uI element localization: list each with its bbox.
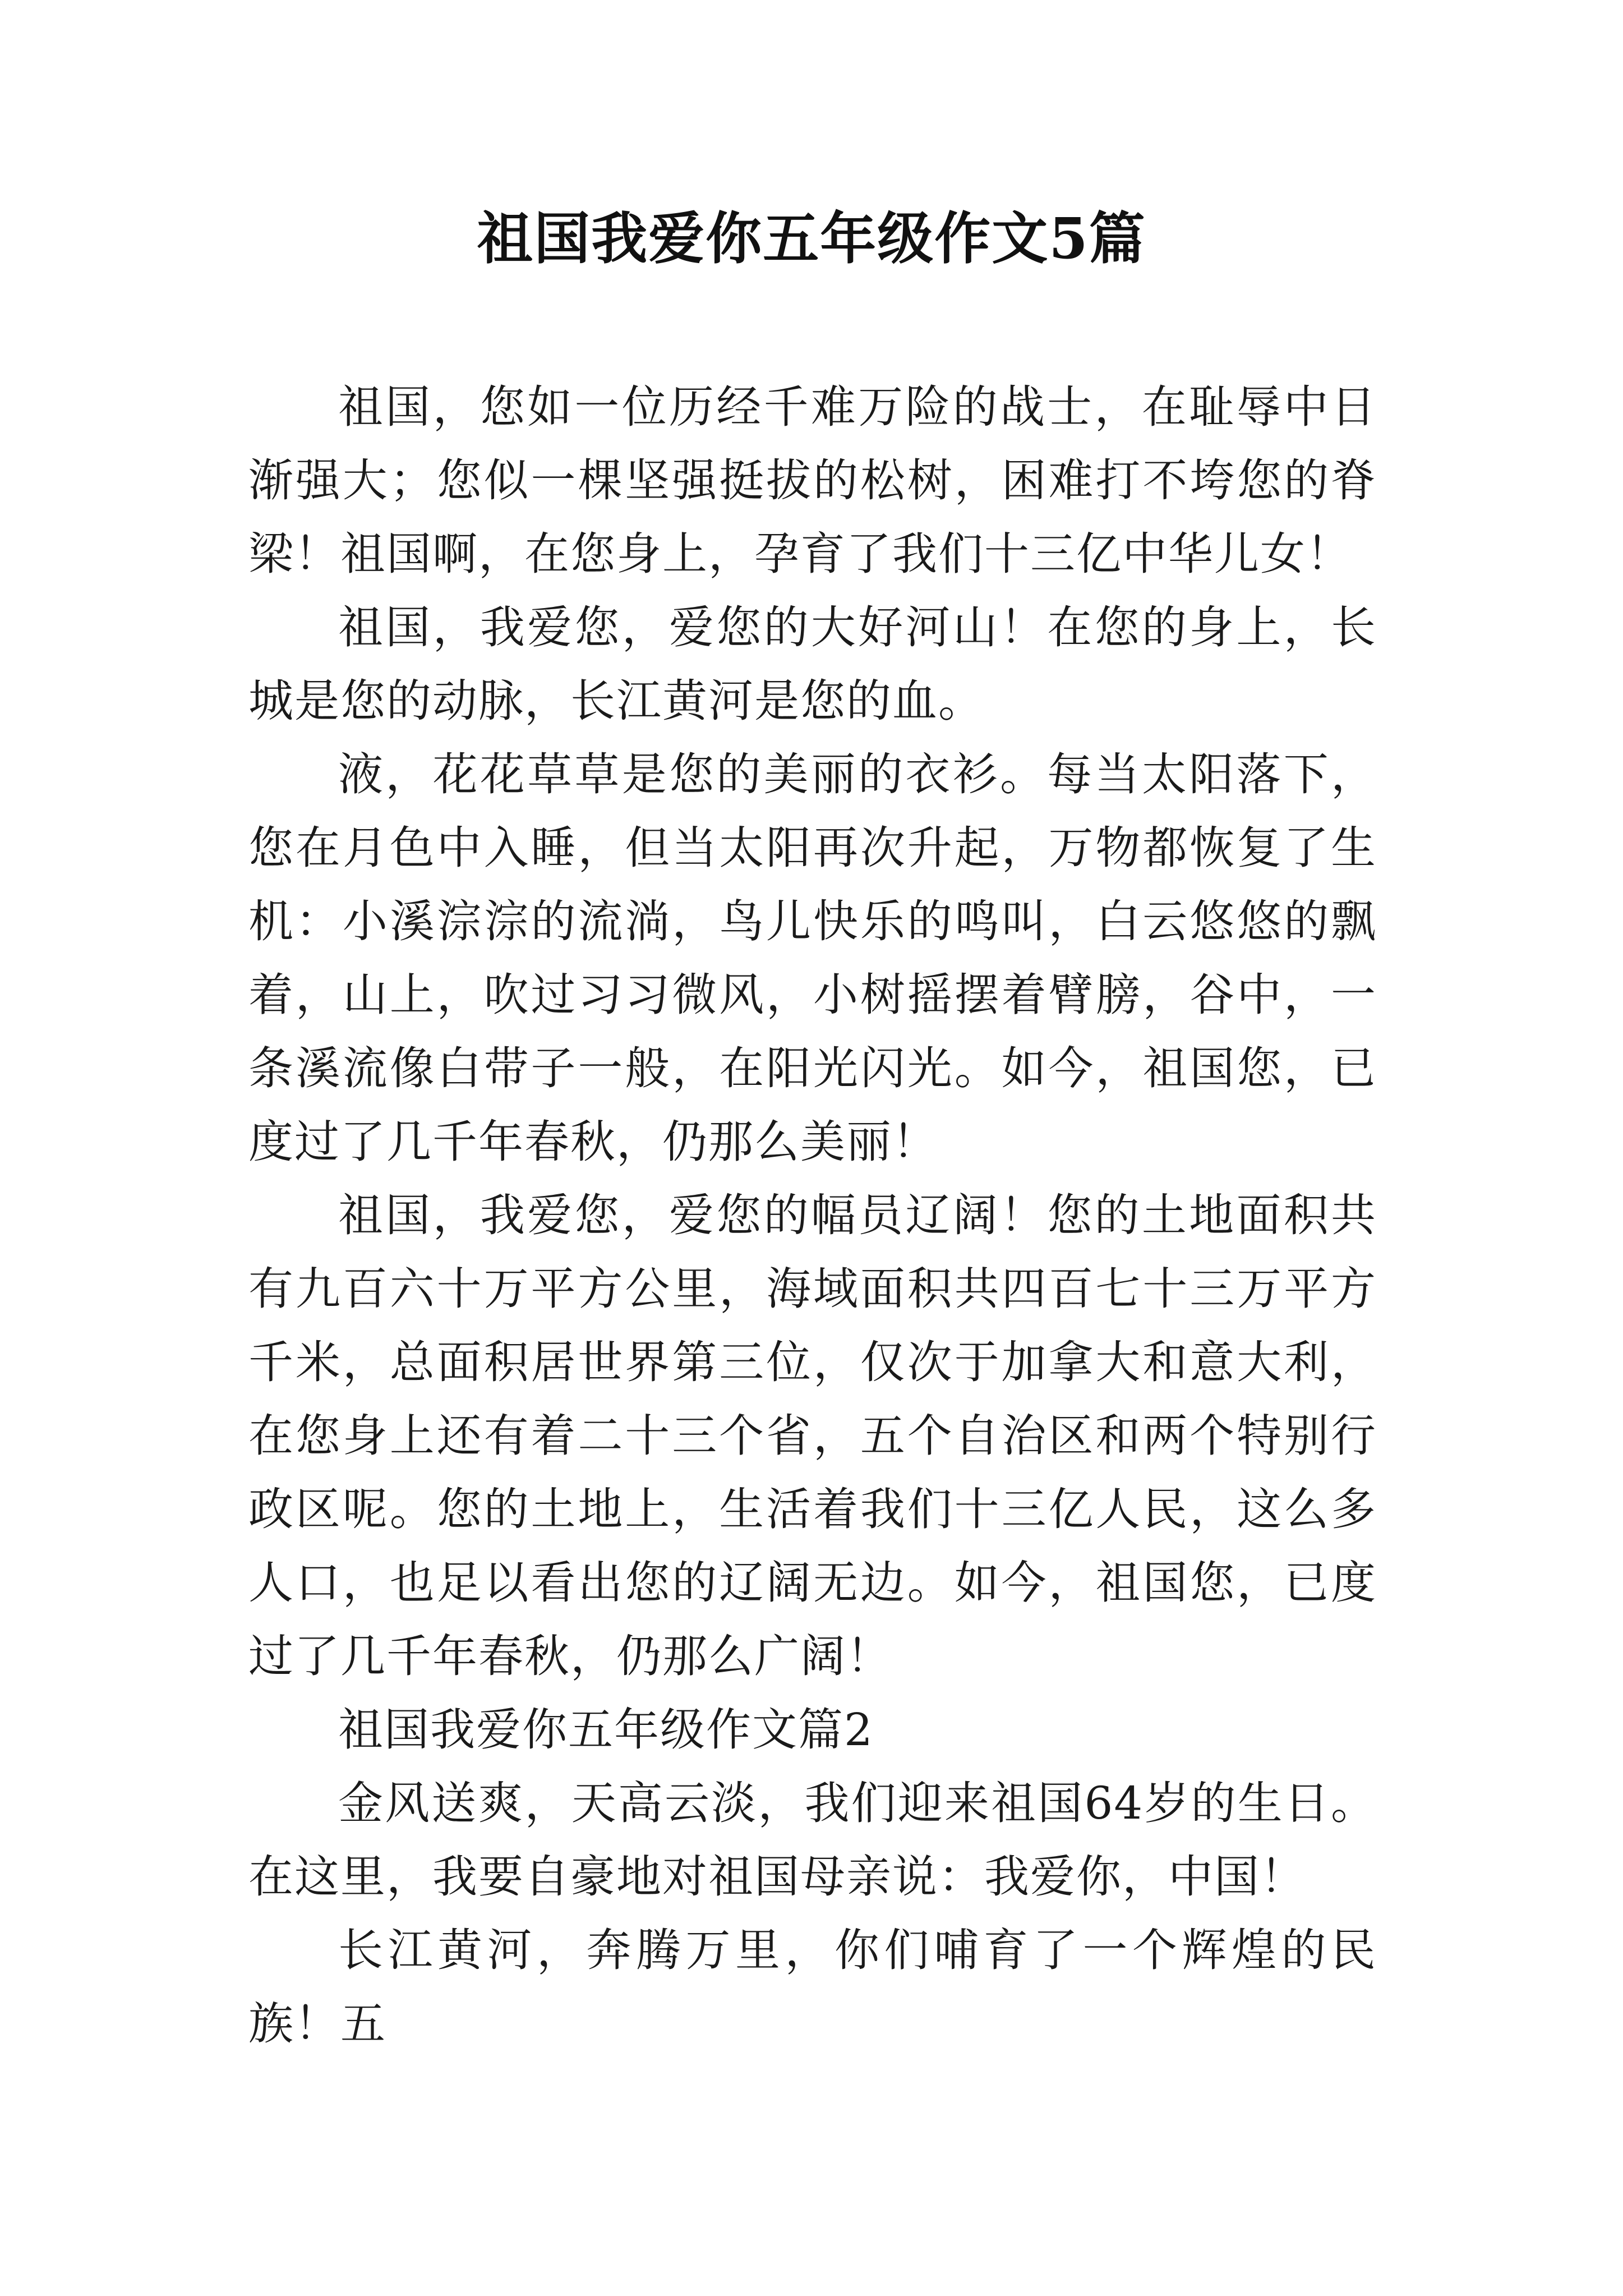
paragraph-4: 祖国，我爱您，爱您的幅员辽阔！您的土地面积共有九百六十万平方公里，海域面积共四百七十三万平方千米，总面积居世界第三位，仅次于加拿大和意大利，在您身上还有着二十三个省，五个自治区和两个特别行政区呢。您的土地上，生活着我们十三亿人民，这么多人口，也足以看出您的辽阔无边。如今，祖国您，已度过了几千年春秋，仍那么广阔！ xyxy=(248,1189,1377,1682)
document-title: 祖国我爱你五年级作文5篇 xyxy=(477,205,1146,272)
paragraph-2: 祖国，我爱您，爱您的大好河山！在您的身上，长城是您的动脉，长江黄河是您的血。 xyxy=(248,601,1377,727)
paragraph-5: 金风送爽，天高云淡，我们迎来祖国64岁的生日。在这里，我要自豪地对祖国母亲说：我爱你，中国！ xyxy=(248,1777,1377,1903)
paragraph-6: 长江黄河，奔腾万里，你们哺育了一个辉煌的民族！五 xyxy=(248,1924,1377,2050)
paragraph-3: 液，花花草草是您的美丽的衣衫。每当太阳落下，您在月色中入睡，但当太阳再次升起，万物都恢复了生机：小溪淙淙的流淌，鸟儿快乐的鸣叫，白云悠悠的飘着，山上，吹过习习微风，小树摇摆着臂膀，谷中，一条溪流像白带子一般，在阳光闪光。如今，祖国您，已度过了几千年春秋，仍那么美丽！ xyxy=(248,748,1377,1168)
section-heading-2: 祖国我爱你五年级作文篇2 xyxy=(338,1704,874,1756)
document-body xyxy=(248,370,1377,2060)
paragraph-1: 祖国，您如一位历经千难万险的战士，在耻辱中日渐强大；您似一棵坚强挺拔的松树，困难打不垮您的脊梁！祖国啊，在您身上，孕育了我们十三亿中华儿女！ xyxy=(248,381,1377,580)
